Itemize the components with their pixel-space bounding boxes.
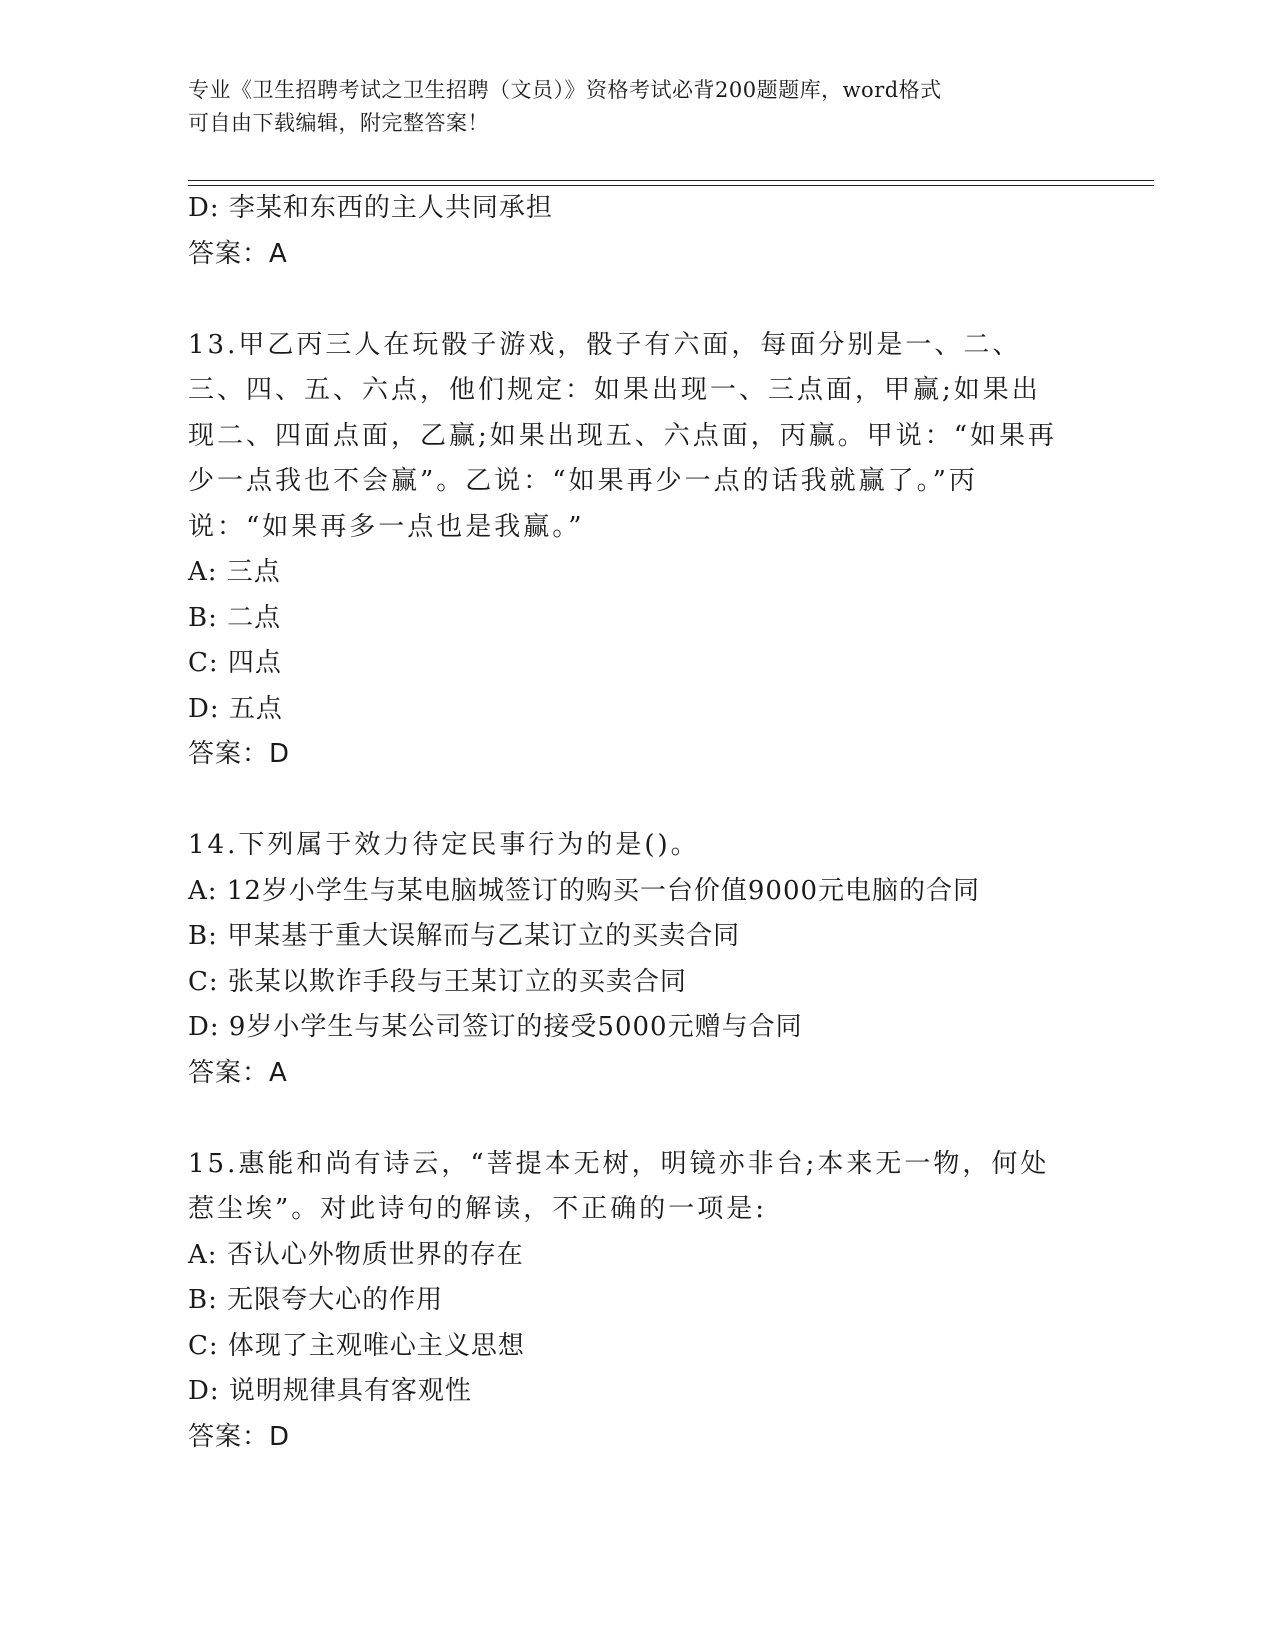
spacer xyxy=(188,1096,1088,1142)
question-14 xyxy=(188,823,1088,1096)
prev-question-answer: 答案：A xyxy=(188,238,288,269)
question-list xyxy=(188,186,1088,1460)
question-14-stem: 14.下列属于效力待定民事行为的是()。 xyxy=(188,830,700,860)
question-14-option-d: D: 9岁小学生与某公司签订的接受5000元赠与合同 xyxy=(188,1012,803,1042)
question-14-option-b: B: 甲某基于重大误解而与乙某订立的买卖合同 xyxy=(188,921,741,951)
question-14-option-c: C: 张某以欺诈手段与王某订立的买卖合同 xyxy=(188,966,687,997)
spacer xyxy=(188,277,1088,323)
question-15 xyxy=(188,1142,1088,1461)
question-15-option-c: C: 体现了主观唯心主义思想 xyxy=(188,1330,525,1361)
question-13-answer: 答案：D xyxy=(188,739,291,769)
question-15-option-a: A: 否认心外物质世界的存在 xyxy=(188,1239,524,1270)
document-header xyxy=(188,74,1088,140)
question-15-stem: 15.惠能和尚有诗云，“菩提本无树，明镜亦非台;本来无一物，何处惹尘埃”。对此诗句的解读，不正确的一项是: xyxy=(188,1148,1050,1224)
question-15-answer: 答案：D xyxy=(188,1421,291,1452)
question-15-option-d: D: 说明规律具有客观性 xyxy=(188,1376,472,1406)
question-13 xyxy=(188,323,1088,778)
header-line-2: 可自由下载编辑，附完整答案！ xyxy=(188,111,489,135)
question-13-option-d: D: 五点 xyxy=(188,693,283,724)
prev-question-option-d: D: 李某和东西的主人共同承担 xyxy=(188,193,553,223)
header-line-1: 专业《卫生招聘考试之卫生招聘（文员）》资格考试必背200题题库，word格式 xyxy=(188,78,942,102)
question-13-stem: 13.甲乙丙三人在玩骰子游戏，骰子有六面，每面分别是一、二、三、四、五、六点，他们规定：如果出现一、三点面，甲赢;如果出现二、四面点面，乙赢;如果出现五、六点面，丙赢。甲说：“如果再少一点我也不会赢”。乙说：“如果再少一点的话我就赢了。”丙说：“如果再多一点也是我赢。” xyxy=(188,329,1058,542)
question-14-answer: 答案：A xyxy=(188,1057,288,1088)
question-13-option-a: A: 三点 xyxy=(188,557,281,587)
question-15-option-b: B: 无限夸大心的作用 xyxy=(188,1285,444,1315)
spacer xyxy=(188,778,1088,824)
question-13-option-b: B: 二点 xyxy=(188,602,282,633)
header-divider-top xyxy=(188,180,1154,181)
question-13-option-c: C: 四点 xyxy=(188,648,282,678)
question-14-option-a: A: 12岁小学生与某电脑城签订的购买一台价值9000元电脑的合同 xyxy=(188,875,981,906)
